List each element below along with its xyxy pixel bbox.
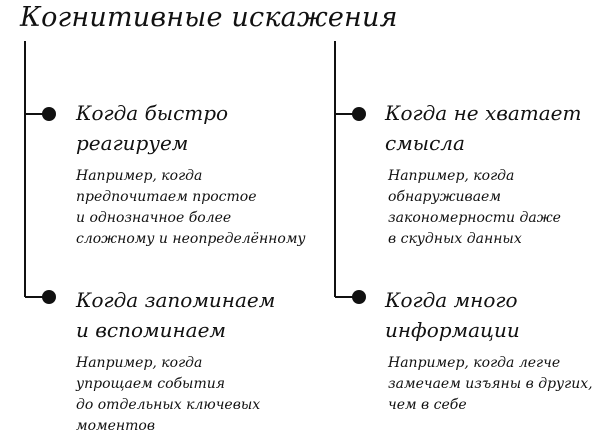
- left-vertical-line: [24, 41, 26, 297]
- branch-dot: [42, 290, 56, 304]
- item-example: Например, когда легче замечаем изъяны в других, чем в себе: [388, 355, 593, 413]
- item-title: Когда быстро реагируем: [76, 101, 229, 155]
- item-example: Например, когда упрощаем события до отдельных ключевых моментов: [76, 355, 261, 434]
- branch-dot: [42, 107, 56, 121]
- item-example: Например, когда обнаруживаем закономерности даже в скудных данных: [388, 168, 561, 247]
- branch-dot: [352, 107, 366, 121]
- branch-dot: [352, 290, 366, 304]
- diagram-title: Когнитивные искажения: [20, 2, 398, 33]
- item-title: Когда много информации: [385, 288, 520, 342]
- right-vertical-line: [334, 41, 336, 297]
- item-title: Когда не хватает смысла: [385, 101, 582, 155]
- item-title: Когда запоминаем и вспоминаем: [76, 288, 276, 342]
- item-example: Например, когда предпочитаем простое и однозначное более сложному и неопределённому: [76, 168, 306, 247]
